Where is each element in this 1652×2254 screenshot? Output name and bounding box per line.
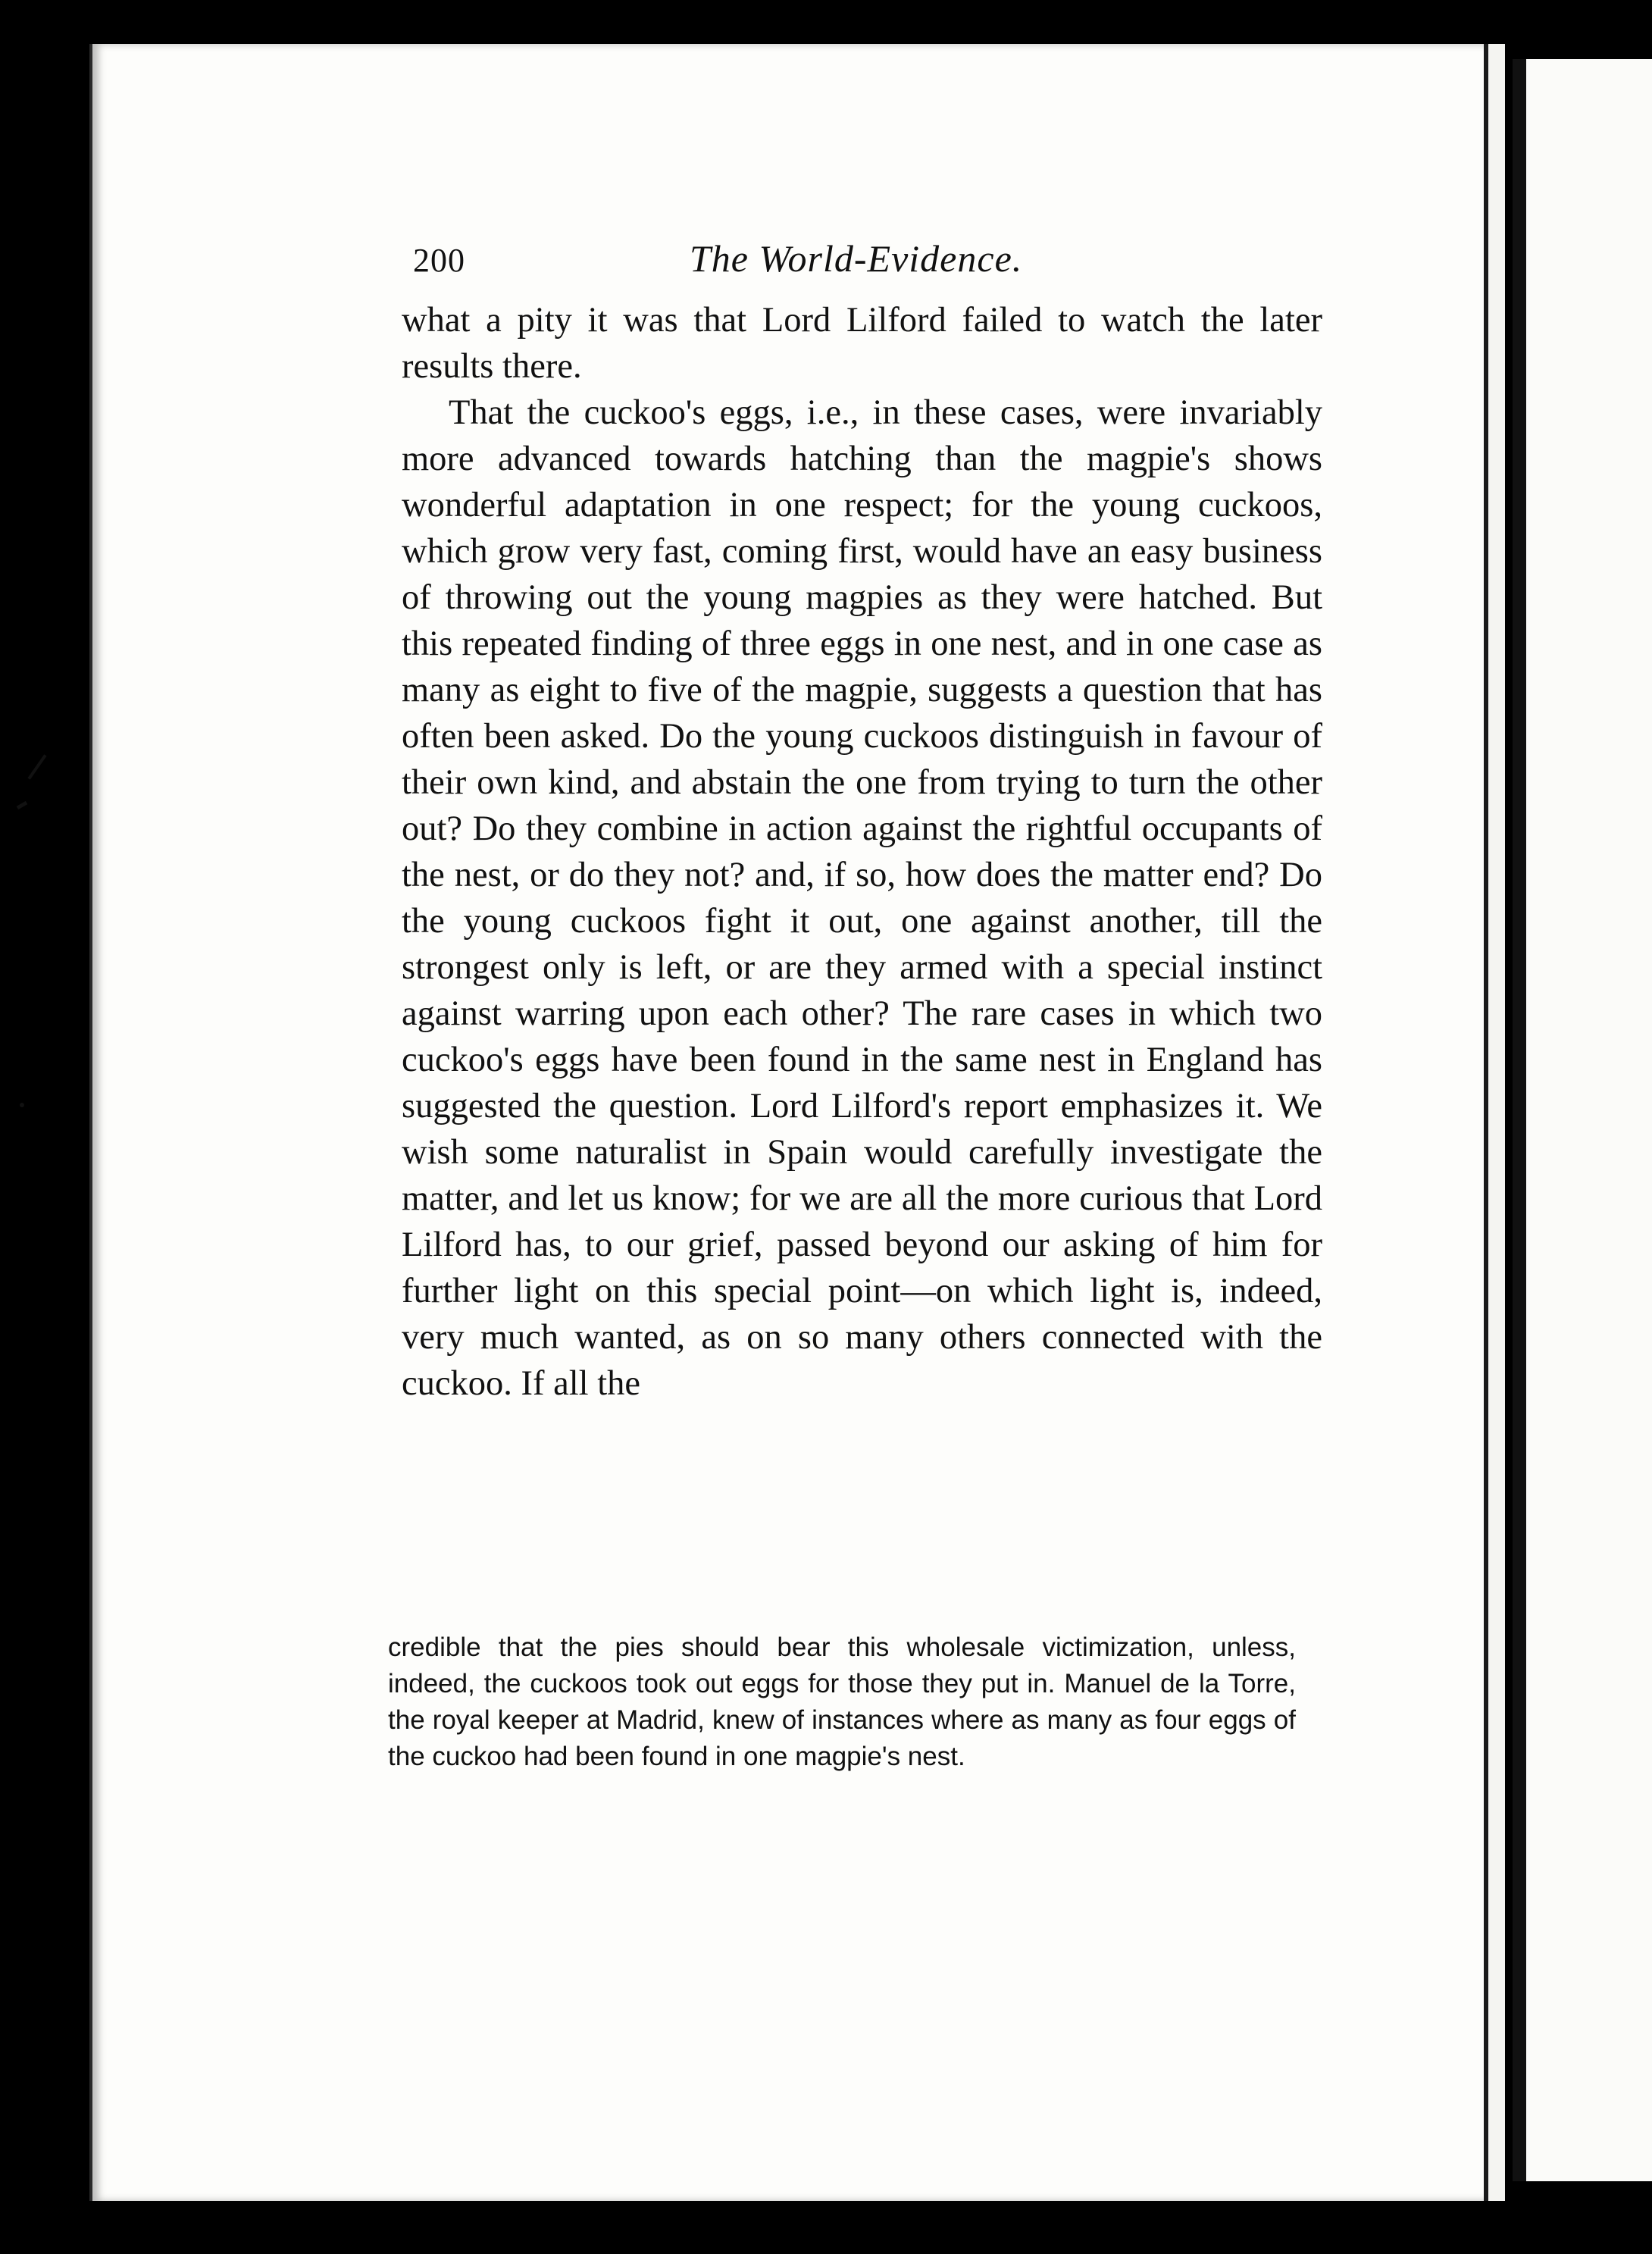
page-number: 200 bbox=[413, 242, 465, 279]
facing-page-edge bbox=[1513, 59, 1652, 2181]
scan-speck bbox=[27, 754, 46, 779]
main-text bbox=[402, 297, 1322, 1407]
paragraph: That the cuckoo's eggs, i.e., in these cases, were invariably more advanced towards hatching than the magpie's shows wonderful adaptation in one respect; for the young cuckoos, which grow very fast, coming first, would have an easy business of throwing out the young magpies as they were hatched. But this repeated finding of three eggs in one nest, and in one case as many as eight to five of the magpie, suggests a question that has often been asked. Do the young cuckoos distinguish in favour of their own kind, and abstain the one from trying to turn the other out? Do they combine in action against the rightful occupants of the nest, or do they not? and, if so, how does the matter end? Do the young cuckoos fight it out, one against another, till the strongest only is left, or are they armed with a special instinct against warring upon each other? The rare cases in which two cuckoo's eggs have been found in the same nest in England has suggested the question. Lord Lilford's report emphasizes it. We wish some naturalist in Spain would carefully investigate the matter, and let us know; for we are all the more curious that Lord Lilford has, to our grief, passed beyond our asking of him for further light on this special point—on which light is, indeed, very much wanted, as on so many others connected with the cuckoo. If all the bbox=[402, 393, 1322, 1403]
page-fore-edge bbox=[1484, 44, 1505, 2201]
footnote: credible that the pies should bear this wholesale victimization, unless, indeed, the cuckoos took out eggs for those they put in. Manuel de la Torre, the royal keeper at Madrid, knew of instances where as many as four eggs of the cuckoo had been found in one magpie's nest. bbox=[388, 1633, 1296, 1771]
paragraph: what a pity it was that Lord Lilford failed to watch the later results there. bbox=[402, 301, 1322, 386]
page-header bbox=[413, 236, 1315, 290]
scan-speck bbox=[17, 801, 28, 809]
running-head: The World-Evidence. bbox=[690, 237, 1023, 280]
scan-speck bbox=[20, 1103, 24, 1107]
